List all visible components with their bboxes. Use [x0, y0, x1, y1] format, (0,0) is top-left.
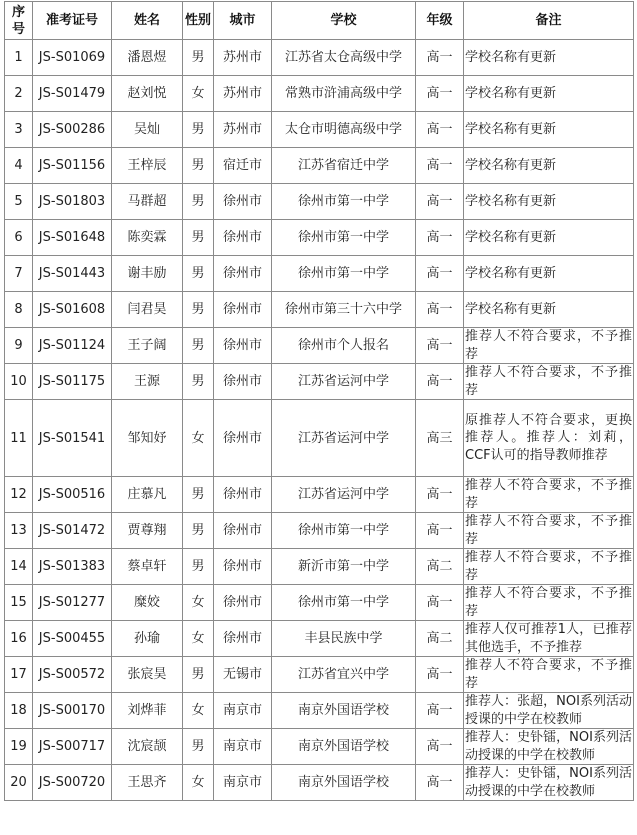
cell-seq: 14: [5, 549, 33, 585]
cell-note: 学校名称有更新: [464, 112, 634, 148]
cell-note: 推荐人不符合要求，不予推荐: [465, 514, 632, 547]
cell-exam-id: JS-S00717: [33, 729, 112, 765]
cell-city: 徐州市: [214, 220, 272, 256]
header-seq: 序号: [5, 2, 33, 40]
cell-grade: 高三: [416, 400, 464, 477]
cell-exam-id: JS-S00516: [33, 477, 112, 513]
cell-exam-id: JS-S01383: [33, 549, 112, 585]
cell-exam-id: JS-S01648: [33, 220, 112, 256]
cell-note: 推荐人：张超，NOI系列活动授课的中学在校教师: [465, 694, 632, 727]
cell-name: 王源: [112, 364, 183, 400]
cell-name: 陈奕霖: [112, 220, 183, 256]
cell-school: 江苏省宿迁中学: [272, 148, 416, 184]
cell-exam-id: JS-S01175: [33, 364, 112, 400]
cell-school: 江苏省运河中学: [272, 477, 416, 513]
header-name: 姓名: [112, 2, 183, 40]
cell-school: 江苏省运河中学: [272, 400, 416, 477]
table-row: [5, 76, 634, 112]
cell-school: 常熟市浒浦高级中学: [272, 76, 416, 112]
cell-note: 学校名称有更新: [464, 184, 634, 220]
cell-exam-id: JS-S00572: [33, 657, 112, 693]
cell-name: 吴灿: [112, 112, 183, 148]
cell-sex: 男: [183, 40, 214, 76]
cell-city: 徐州市: [214, 256, 272, 292]
cell-seq: 15: [5, 585, 33, 621]
cell-seq: 8: [5, 292, 33, 328]
cell-exam-id: JS-S01156: [33, 148, 112, 184]
cell-school: 南京外国语学校: [272, 765, 416, 801]
cell-school: 南京外国语学校: [272, 729, 416, 765]
cell-name: 孙瑜: [112, 621, 183, 657]
cell-note: 学校名称有更新: [464, 76, 634, 112]
cell-exam-id: JS-S01124: [33, 328, 112, 364]
cell-school: 徐州市第一中学: [272, 184, 416, 220]
cell-sex: 男: [183, 513, 214, 549]
cell-sex: 男: [183, 477, 214, 513]
cell-exam-id: JS-S01803: [33, 184, 112, 220]
cell-name: 闫君昊: [112, 292, 183, 328]
cell-grade: 高一: [416, 585, 464, 621]
cell-seq: 18: [5, 693, 33, 729]
cell-grade: 高一: [416, 256, 464, 292]
cell-grade: 高一: [416, 328, 464, 364]
cell-city: 南京市: [214, 729, 272, 765]
cell-seq: 4: [5, 148, 33, 184]
cell-school: 徐州市第一中学: [272, 513, 416, 549]
cell-school: 徐州市第一中学: [272, 256, 416, 292]
table-row: [5, 328, 634, 364]
cell-grade: 高一: [416, 220, 464, 256]
cell-exam-id: JS-S00286: [33, 112, 112, 148]
cell-sex: 男: [183, 328, 214, 364]
cell-note: 推荐人仅可推荐1人，已推荐其他选手，不予推荐: [465, 622, 632, 655]
cell-school: 徐州市第一中学: [272, 220, 416, 256]
cell-exam-id: JS-S00170: [33, 693, 112, 729]
cell-sex: 男: [183, 549, 214, 585]
table-row: [5, 657, 634, 693]
table-row: [5, 693, 634, 729]
cell-seq: 6: [5, 220, 33, 256]
cell-city: 徐州市: [214, 328, 272, 364]
cell-sex: 男: [183, 112, 214, 148]
cell-note: 原推荐人不符合要求，更换推荐人。推荐人：刘莉，CCF认可的指导教师推荐: [464, 400, 634, 477]
table-row: [5, 621, 634, 657]
cell-note: 推荐人：史钋镭，NOI系列活动授课的中学在校教师: [465, 730, 632, 763]
cell-name: 沈宸颉: [112, 729, 183, 765]
header-school: 学校: [272, 2, 416, 40]
table-row: [5, 292, 634, 328]
cell-sex: 男: [183, 220, 214, 256]
cell-note: 推荐人不符合要求，不予推荐: [465, 550, 632, 583]
cell-seq: 5: [5, 184, 33, 220]
cell-note: 学校名称有更新: [464, 220, 634, 256]
cell-school: 徐州市个人报名: [272, 328, 416, 364]
cell-grade: 高一: [416, 729, 464, 765]
cell-exam-id: JS-S01069: [33, 40, 112, 76]
cell-name: 赵刘悦: [112, 76, 183, 112]
cell-city: 徐州市: [214, 364, 272, 400]
table-row: [5, 364, 634, 400]
cell-seq: 7: [5, 256, 33, 292]
cell-exam-id: JS-S01541: [33, 400, 112, 477]
cell-school: 南京外国语学校: [272, 693, 416, 729]
cell-name: 糜姣: [112, 585, 183, 621]
cell-note: 推荐人不符合要求，不予推荐: [465, 365, 632, 398]
cell-city: 徐州市: [214, 184, 272, 220]
cell-name: 蔡卓轩: [112, 549, 183, 585]
cell-sex: 男: [183, 729, 214, 765]
cell-seq: 12: [5, 477, 33, 513]
header-city: 城市: [214, 2, 272, 40]
cell-grade: 高二: [416, 549, 464, 585]
header-row: [5, 2, 634, 40]
cell-note: 推荐人：史钋镭，NOI系列活动授课的中学在校教师: [465, 766, 632, 799]
cell-grade: 高一: [416, 184, 464, 220]
cell-city: 苏州市: [214, 40, 272, 76]
cell-name: 王思齐: [112, 765, 183, 801]
cell-sex: 男: [183, 184, 214, 220]
header-sex: 性别: [183, 2, 214, 40]
cell-grade: 高一: [416, 292, 464, 328]
cell-seq: 17: [5, 657, 33, 693]
cell-sex: 女: [183, 400, 214, 477]
table-row: [5, 148, 634, 184]
cell-city: 徐州市: [214, 621, 272, 657]
cell-seq: 20: [5, 765, 33, 801]
cell-city: 徐州市: [214, 549, 272, 585]
cell-name: 贾尊翔: [112, 513, 183, 549]
table-row: [5, 765, 634, 801]
cell-sex: 男: [183, 657, 214, 693]
cell-grade: 高一: [416, 112, 464, 148]
cell-city: 南京市: [214, 693, 272, 729]
cell-name: 邹知妤: [112, 400, 183, 477]
cell-school: 江苏省运河中学: [272, 364, 416, 400]
table-row: [5, 40, 634, 76]
cell-school: 徐州市第一中学: [272, 585, 416, 621]
cell-school: 江苏省宜兴中学: [272, 657, 416, 693]
cell-school: 丰县民族中学: [272, 621, 416, 657]
cell-grade: 高一: [416, 513, 464, 549]
cell-sex: 女: [183, 585, 214, 621]
cell-exam-id: JS-S00720: [33, 765, 112, 801]
cell-school: 新沂市第一中学: [272, 549, 416, 585]
cell-school: 徐州市第三十六中学: [272, 292, 416, 328]
cell-grade: 高二: [416, 621, 464, 657]
cell-sex: 男: [183, 364, 214, 400]
table-row: [5, 513, 634, 549]
cell-city: 无锡市: [214, 657, 272, 693]
cell-seq: 2: [5, 76, 33, 112]
table-row: [5, 585, 634, 621]
cell-note: 推荐人不符合要求，不予推荐: [465, 658, 632, 691]
cell-seq: 3: [5, 112, 33, 148]
cell-grade: 高一: [416, 657, 464, 693]
table-row: [5, 400, 634, 477]
cell-school: 江苏省太仓高级中学: [272, 40, 416, 76]
cell-seq: 19: [5, 729, 33, 765]
cell-note: 推荐人不符合要求，不予推荐: [465, 478, 632, 511]
cell-city: 徐州市: [214, 292, 272, 328]
cell-name: 刘烨菲: [112, 693, 183, 729]
header-grade: 年级: [416, 2, 464, 40]
cell-note: 学校名称有更新: [464, 292, 634, 328]
cell-city: 苏州市: [214, 76, 272, 112]
cell-grade: 高一: [416, 76, 464, 112]
table-row: [5, 220, 634, 256]
cell-seq: 9: [5, 328, 33, 364]
cell-city: 徐州市: [214, 400, 272, 477]
header-id: 准考证号: [33, 2, 112, 40]
cell-seq: 16: [5, 621, 33, 657]
cell-city: 徐州市: [214, 513, 272, 549]
cell-city: 徐州市: [214, 585, 272, 621]
cell-note: 学校名称有更新: [464, 148, 634, 184]
cell-exam-id: JS-S01479: [33, 76, 112, 112]
cell-exam-id: JS-S00455: [33, 621, 112, 657]
cell-grade: 高一: [416, 477, 464, 513]
cell-seq: 10: [5, 364, 33, 400]
cell-sex: 男: [183, 256, 214, 292]
table-row: [5, 549, 634, 585]
cell-name: 潘恩煜: [112, 40, 183, 76]
cell-city: 苏州市: [214, 112, 272, 148]
cell-name: 马群超: [112, 184, 183, 220]
cell-grade: 高一: [416, 765, 464, 801]
cell-note: 学校名称有更新: [464, 40, 634, 76]
cell-name: 王子阔: [112, 328, 183, 364]
cell-city: 宿迁市: [214, 148, 272, 184]
cell-sex: 男: [183, 292, 214, 328]
cell-note: 推荐人不符合要求，不予推荐: [465, 329, 632, 362]
cell-exam-id: JS-S01443: [33, 256, 112, 292]
cell-exam-id: JS-S01608: [33, 292, 112, 328]
table-row: [5, 729, 634, 765]
cell-exam-id: JS-S01277: [33, 585, 112, 621]
cell-grade: 高一: [416, 364, 464, 400]
cell-name: 庄慕凡: [112, 477, 183, 513]
cell-seq: 11: [5, 400, 33, 477]
cell-name: 王梓辰: [112, 148, 183, 184]
cell-sex: 男: [183, 148, 214, 184]
cell-grade: 高一: [416, 40, 464, 76]
cell-city: 徐州市: [214, 477, 272, 513]
cell-sex: 女: [183, 693, 214, 729]
cell-exam-id: JS-S01472: [33, 513, 112, 549]
cell-city: 南京市: [214, 765, 272, 801]
cell-name: 张宸昊: [112, 657, 183, 693]
cell-sex: 女: [183, 765, 214, 801]
cell-grade: 高一: [416, 148, 464, 184]
table-row: [5, 477, 634, 513]
cell-seq: 1: [5, 40, 33, 76]
cell-sex: 女: [183, 76, 214, 112]
cell-grade: 高一: [416, 693, 464, 729]
table-row: [5, 184, 634, 220]
cell-note: 学校名称有更新: [464, 256, 634, 292]
cell-sex: 女: [183, 621, 214, 657]
table-row: [5, 112, 634, 148]
cell-name: 谢丰励: [112, 256, 183, 292]
table-row: [5, 256, 634, 292]
cell-seq: 13: [5, 513, 33, 549]
header-note: 备注: [464, 2, 634, 40]
cell-school: 太仓市明德高级中学: [272, 112, 416, 148]
student-roster-table: [4, 1, 634, 801]
cell-note: 推荐人不符合要求，不予推荐: [465, 586, 632, 619]
